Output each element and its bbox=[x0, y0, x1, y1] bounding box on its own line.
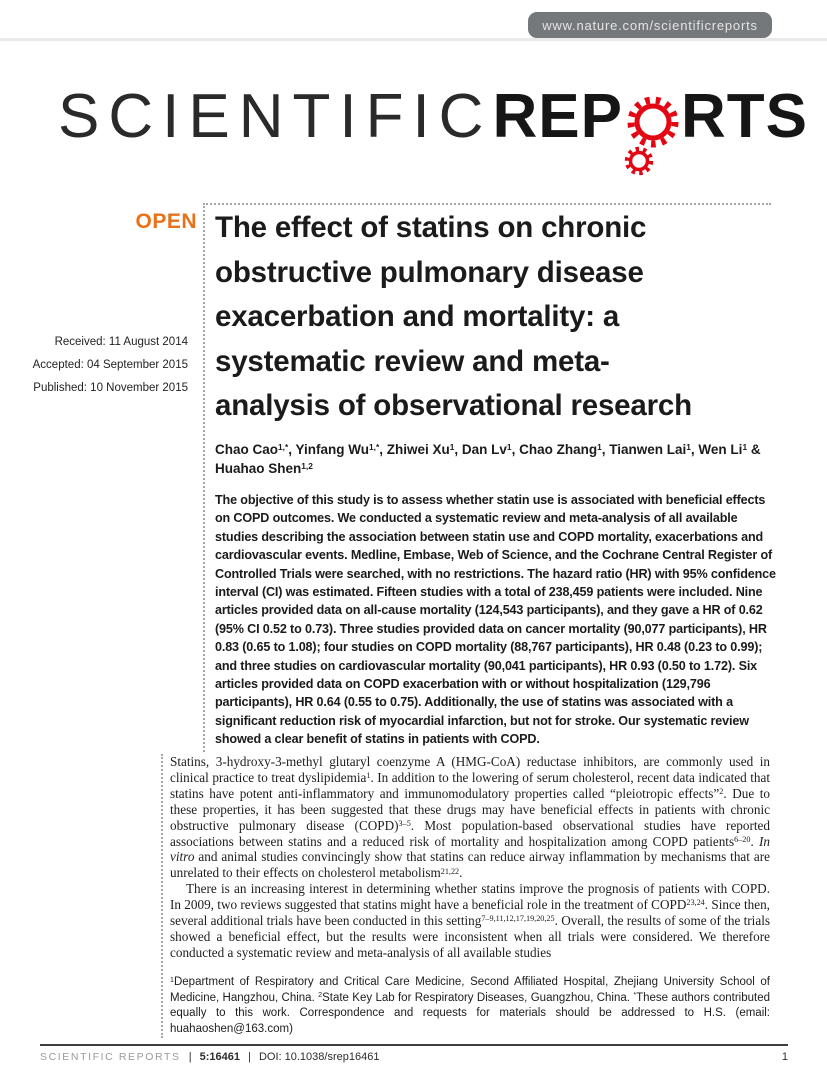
title-line: exacerbation and mortality: a bbox=[215, 300, 620, 334]
article-title bbox=[215, 206, 775, 429]
footer-divider bbox=[40, 1044, 788, 1046]
title-line: analysis of observational research bbox=[215, 389, 692, 423]
open-access-badge: OPEN bbox=[135, 210, 197, 233]
masthead-divider bbox=[0, 38, 827, 41]
abstract-text: The objective of this study is to assess whether statin use is associated with beneficial effects on COPD outcomes. We conducted a systematic review and meta-analysis of all available studies describing the association between statin use and COPD mortality, exacerbations and cardiovascular events. Medline, Embase, Web of Science, and the Cochrane Central Register of Controlled Trials were searched, with no restrictions. The hazard ratio (HR) with 95% confidence interval (CI) was estimated. Fifteen studies with a total of 238,459 patients were included. Nine articles provided data on all-cause mortality (124,543 participants), and they gave a HR of 0.62 (95% CI 0.52 to 0.73). Three studies provided data on cancer mortality (90,077 participants), HR 0.83 (0.65 to 1.08); four studies on COPD mortality (88,767 participants), HR 0.48 (0.23 to 0.99); and three studies on cardiovascular mortality (90,041 participants), HR 0.93 (0.50 to 1.72). Six articles provided data on COPD exacerbation with or without hospitalization (129,796 participants), HR 0.64 (0.55 to 0.75). Additionally, the use of statins was associated with a significant reduction risk of myocardial infarction, but not for stroke. Our systematic review showed a clear benefit of statins in patients with COPD. bbox=[215, 493, 776, 747]
author-list: Chao Cao$^{1,*}$, Yinfang $Wu^{1,*}$, Zhiwei Xu$^1$, Dan Lv$^1$, Chao Zhang$^1$, Tianwen Lai$^1$, Wen Li$^1$ & Huahao Shen$^{1,2}$ bbox=[215, 442, 761, 476]
published-date: Published: 10 November 2015 bbox=[33, 382, 188, 394]
title-line: obstructive pulmonary disease bbox=[215, 255, 644, 289]
page-number: 1 bbox=[781, 1051, 788, 1063]
footer-citation bbox=[40, 1051, 379, 1063]
logo-word-scientific: SCIENTIFIC bbox=[58, 82, 493, 151]
journal-url-text: www.nature.com/scientificreports bbox=[542, 17, 758, 33]
journal-logo bbox=[58, 82, 808, 186]
logo-word-reports bbox=[492, 82, 808, 186]
logo-rts-text: RTS bbox=[680, 82, 808, 151]
article-dates bbox=[0, 336, 188, 405]
footer-doi: DOI: 10.1038/srep16461 bbox=[258, 1051, 380, 1063]
logo-rep-text: REP bbox=[492, 82, 623, 151]
header-dotted-rule-vertical bbox=[203, 203, 205, 752]
affiliations-note: $^1$Department of Respiratory and Critical Care Medicine, Second Affiliated Hospital, Zhejiang University School of Medicine, Hangzhou, China. $^2$State Key Lab for Respiratory Diseases, Guangzhou, China. *These authors contributed equally to this work. Correspondence and requests for materials should be addressed to H.S. (email: huahaoshen@163.com) bbox=[170, 975, 771, 1035]
title-line: systematic review and meta- bbox=[215, 344, 610, 378]
body-dotted-rule-vertical bbox=[161, 754, 163, 1038]
accepted-date: Accepted: 04 September 2015 bbox=[32, 359, 188, 371]
body-paragraph: Statins, 3-hydroxy-3-methyl glutaryl coenzyme A (HMG-CoA) reductase inhibitors, are commonly used in clinical practice to treat dyslipidemia$^1$. In addition to the lowering of serum cholesterol, recent data indicated that statins have potent anti-inflammatory and immunomodulatory properties called “pleiotropic effects”$^2$. Due to these properties, it has been suggested that these drugs may have beneficial effects in patients with chronic obstructive pulmonary disease (COPD)$^{3-5}$. Most population-based observational studies have reported associations between statins and a reduced risk of mortality and hospitalization among COPD patients$^{6-20}$. In vitro and animal studies convincingly show that statins can reduce airway inflammation by mechanisms that are unrelated to their effects on cholesterol metabolism$^{21,22}$. bbox=[170, 754, 770, 881]
footer-journal-name: SCIENTIFIC REPORTS bbox=[40, 1051, 181, 1063]
article-body bbox=[170, 754, 770, 961]
received-date: Received: 11 August 2014 bbox=[54, 336, 188, 348]
journal-url-bar[interactable] bbox=[528, 12, 772, 38]
body-paragraph: There is an increasing interest in determining whether statins improve the prognosis of patients with COPD. In 2009, two reviews suggested that statins might have a beneficial role in the treatment of COPD$^{23,24}$. Since then, several additional trials have been conducted in this setting$^{7-9,11,12,17,19,20,25}$. Overall, the results of some of the trials showed a beneficial effect, but the results were inconsistent when all trials were considered. We therefore conducted a systematic review and meta-analysis of all available studies bbox=[170, 881, 770, 960]
footer-separator: | bbox=[248, 1051, 251, 1063]
footer-issue-number: 5:16461 bbox=[199, 1051, 240, 1063]
gear-icon bbox=[624, 96, 680, 186]
page-footer bbox=[40, 1051, 788, 1063]
title-line: The effect of statins on chronic bbox=[215, 211, 647, 244]
footer-separator: | bbox=[188, 1051, 192, 1063]
header-dotted-rule-horizontal bbox=[203, 203, 771, 205]
